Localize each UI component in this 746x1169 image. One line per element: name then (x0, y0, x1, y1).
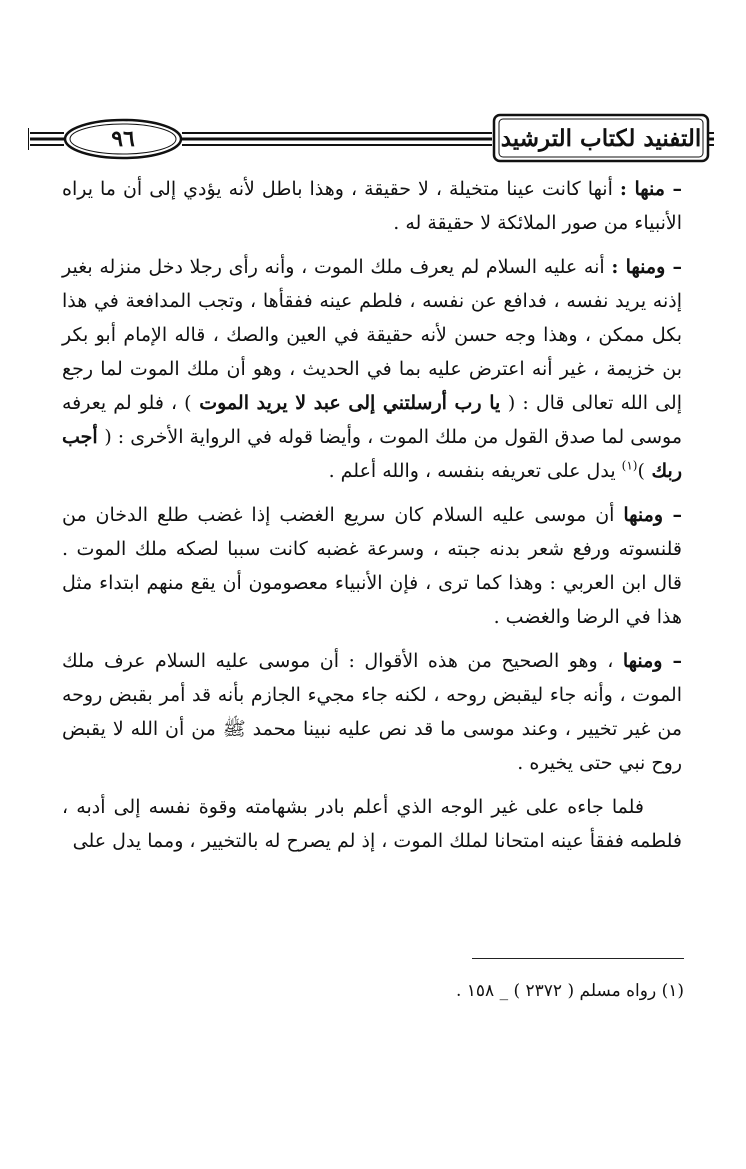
paragraph-text: أن موسى عليه السلام كان سريع الغضب إذا غضب طلع الدخان من قلنسوته ورفع شعر بدنه جبته ، وسرعة غضبه كانت سببا لصكه ملك الموت . قال ابن العربي : وهذا كما ترى ، فإن الأنبياء معصومون أن يقع منهم ابتداء مثل هذا في الرضا والغضب . (62, 504, 682, 628)
paragraph-text: أنها كانت عينا متخيلة ، لا حقيقة ، وهذا باطل لأنه يؤدي إلى أن ما يراه الأنبياء من صور الملائكة لا حقيقة له . (62, 178, 682, 234)
paragraph-lead: – ومنها (623, 504, 682, 526)
hadith-quote: أجب ربك (62, 426, 682, 482)
footnote: (١) رواه مسلم ( ٢٣٧٢ ) _ ١٥٨ . (455, 981, 684, 1001)
paragraph-1 (62, 172, 682, 240)
paragraph-text: أنه عليه السلام لم يعرف ملك الموت ، وأنه رأى رجلا دخل منزله بغير إذنه يريد نفسه ، فدافع عن نفسه ، فلطم عينه ففقأها ، وتجب المدافعة في هذا بكل ممكن ، وهذا وجه حسن لأنه حقيقة في العين والصك ، قاله الإمام أبو بكر بن خزيمة ، غير أنه اعترض عليه بما في الحديث ، وهو أن ملك الموت لما رجع إلى الله تعالى قال : ( (62, 256, 682, 414)
page-header (28, 112, 714, 166)
running-title: التفنيد لكتاب الترشيد (500, 124, 702, 152)
paragraph-lead: – منها : (619, 178, 682, 200)
paragraph-lead: – ومنها : (611, 256, 682, 278)
paragraph-5 (62, 790, 682, 858)
page-number: ٩٦ (111, 126, 135, 152)
main-text (62, 172, 682, 868)
footnote-divider (472, 958, 684, 959)
paragraph-2 (62, 250, 682, 488)
paragraph-text: ) (637, 460, 645, 482)
paragraph-text: فلما جاءه على غير الوجه الذي أعلم بادر بشهامته وقوة نفسه إلى أدبه ، فلطمه ففقأ عينه امتحانا لملك الموت ، إذ لم يصرح له بالتخيير ، ومما يدل على (62, 796, 682, 852)
hadith-quote: يا رب أرسلتني إلى عبد لا يريد الموت (191, 392, 508, 414)
paragraph-text: يدل على تعريفه بنفسه ، والله أعلم . (328, 460, 622, 482)
paragraph-3 (62, 498, 682, 634)
paragraph-text: ، وهو الصحيح من هذه الأقوال : أن موسى عليه السلام عرف ملك الموت ، وأنه جاء ليقبض روحه ، لكنه جاء مجيء الجازم بأنه قد أمر بقبض روحه من غير تخيير ، وعند موسى ما قد نص عليه نبينا محمد ﷺ من أن الله لا يقبض روح نبي حتى يخيره . (62, 650, 682, 774)
paragraph-text: ) ، فلو لم يعرفه موسى لما صدق القول من ملك الموت ، وأيضا قوله في الرواية الأخرى : ( (62, 392, 682, 448)
paragraph-4 (62, 644, 682, 780)
paragraph-lead: – ومنها (622, 650, 682, 672)
footnote-reference[interactable]: (١) (621, 458, 638, 473)
